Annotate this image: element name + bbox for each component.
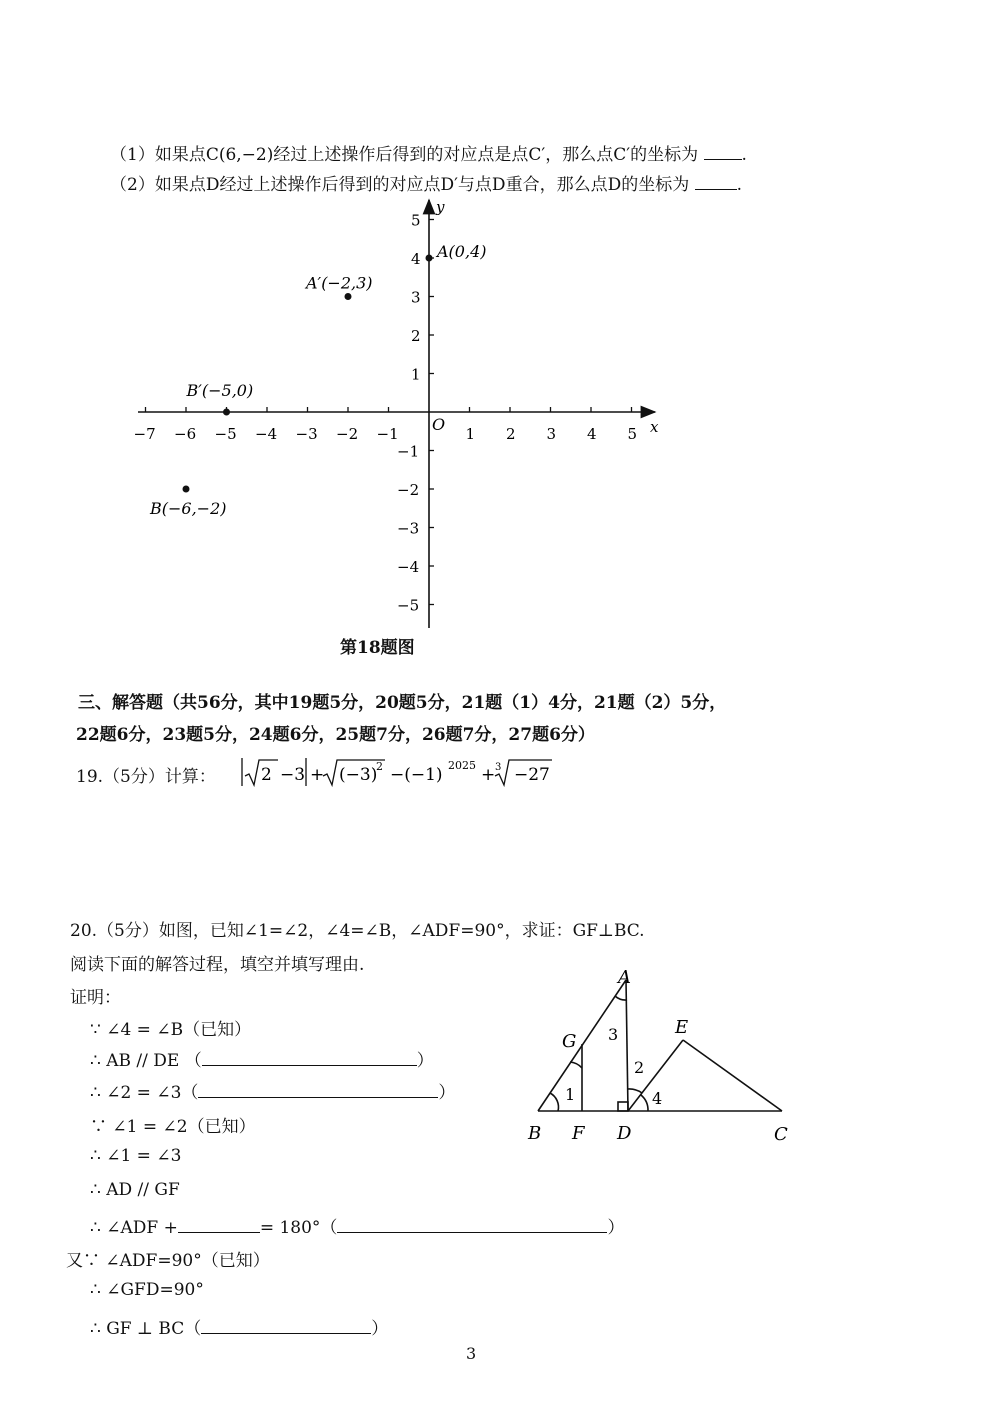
point-a-label: A(0,4): [437, 242, 487, 261]
y-tick-label: −5: [397, 596, 420, 615]
y-axis-label: y: [436, 198, 445, 216]
x-tick-label: 2: [506, 425, 516, 443]
x-axis-label: x: [650, 418, 659, 436]
y-tick-label: 4: [411, 250, 421, 268]
label-G: G: [562, 1031, 577, 1052]
svg-text:+: +: [481, 765, 496, 785]
proof-step-10: ∴ GF ⊥ BC（ ）: [90, 1319, 389, 1339]
y-tick-label: 5: [411, 211, 421, 230]
x-tick-label: 5: [627, 425, 638, 443]
point-b_prime-marker: [223, 409, 230, 416]
geometry-figure: [520, 960, 800, 1150]
svg-text:2: 2: [261, 765, 272, 785]
proof-step-1: ∵ ∠4 = ∠B（已知）: [90, 1020, 252, 1040]
proof-step-4: ∵ ∠1 = ∠2（已知）: [90, 1117, 256, 1137]
label-A: A: [618, 967, 631, 988]
y-tick-label: 1: [411, 365, 421, 384]
q19-expression: [230, 752, 570, 792]
y-tick-label: −2: [397, 481, 420, 499]
proof-step-7: ∴ ∠ADF + = 180°（ ）: [90, 1218, 625, 1238]
point-a_prime-label: A′(−2,3): [306, 273, 373, 293]
svg-text:(−3): (−3): [339, 765, 378, 785]
angle-4-label: 4: [652, 1089, 663, 1108]
y-tick-label: −3: [397, 519, 420, 538]
svg-text:−27: −27: [514, 765, 550, 785]
y-tick-label: −1: [397, 442, 420, 461]
x-tick-label: 4: [587, 425, 597, 443]
figure-caption: 第18题图: [340, 638, 415, 658]
point-b-marker: [183, 486, 190, 493]
label-F: F: [572, 1123, 585, 1144]
x-tick-label: 3: [546, 425, 557, 443]
svg-text:2: 2: [376, 760, 383, 773]
section-heading-line1: 三、解答题（共56分，其中19题5分，20题5分，21题（1）4分，21题（2）5分，: [78, 693, 727, 713]
point-b_prime-label: B′(−5,0): [186, 381, 254, 400]
x-tick-label: −4: [255, 425, 278, 443]
origin-label: O: [432, 415, 446, 434]
svg-text:+: +: [310, 765, 325, 785]
reason-blank[interactable]: [202, 1049, 417, 1066]
x-tick-label: −6: [174, 425, 197, 443]
x-tick-label: −1: [376, 425, 399, 443]
label-E: E: [675, 1017, 689, 1038]
x-tick-label: −2: [336, 425, 359, 443]
q18-part2: （2）如果点D经过上述操作后得到的对应点D′与点D重合，那么点D的坐标为 .: [110, 175, 743, 195]
coordinate-graph: [0, 0, 992, 700]
q20-line1: 20.（5分）如图，已知∠1=∠2，∠4=∠B，∠ADF=90°，求证：GF⊥BC.: [70, 921, 645, 941]
q20-line2: 阅读下面的解答过程，填空并填写理由.: [70, 955, 365, 975]
svg-text:2025: 2025: [448, 759, 476, 772]
reason-blank[interactable]: [201, 1317, 371, 1334]
point-b-label: B(−6,−2): [150, 499, 227, 518]
svg-text:3: 3: [495, 762, 502, 773]
label-B: B: [528, 1123, 542, 1144]
q18-part1: （1）如果点C(6,−2)经过上述操作后得到的对应点是点C′，那么点C′的坐标为 .: [110, 145, 747, 165]
proof-title: 证明：: [70, 988, 121, 1008]
angle-1-label: 1: [565, 1085, 576, 1104]
proof-step-9: ∴ ∠GFD=90°: [90, 1280, 204, 1300]
label-D: D: [617, 1123, 632, 1144]
x-tick-label: −3: [295, 425, 318, 443]
proof-step-2: ∴ AB // DE （ ）: [90, 1051, 434, 1071]
proof-step-8: 又∵ ∠ADF=90°（已知）: [66, 1251, 270, 1271]
proof-step-3: ∴ ∠2 = ∠3（ ）: [90, 1083, 456, 1103]
y-tick-label: 2: [411, 327, 421, 345]
angle-blank[interactable]: [178, 1216, 260, 1233]
label-C: C: [774, 1124, 788, 1145]
reason-blank[interactable]: [337, 1216, 607, 1233]
q19-prefix: 19.（5分）计算：: [76, 767, 216, 787]
angle-3-label: 3: [608, 1025, 619, 1044]
proof-step-6: ∴ AD // GF: [90, 1180, 180, 1200]
reason-blank[interactable]: [198, 1081, 438, 1098]
x-tick-label: 1: [465, 425, 476, 443]
angle-2-label: 2: [634, 1058, 645, 1077]
svg-text:−3: −3: [280, 765, 306, 785]
section-heading-line2: 22题6分，23题5分，24题6分，25题7分，26题7分，27题6分）: [76, 725, 595, 745]
point-a_prime-marker: [345, 293, 352, 300]
point-a-marker: [426, 255, 433, 262]
y-tick-label: 3: [411, 288, 421, 307]
y-tick-label: −4: [397, 558, 420, 576]
page-number: 3: [466, 1344, 477, 1363]
svg-text:−(−1): −(−1): [390, 765, 443, 785]
proof-step-5: ∴ ∠1 = ∠3: [90, 1146, 182, 1166]
x-tick-label: −7: [133, 425, 156, 443]
x-tick-label: −5: [214, 425, 237, 443]
